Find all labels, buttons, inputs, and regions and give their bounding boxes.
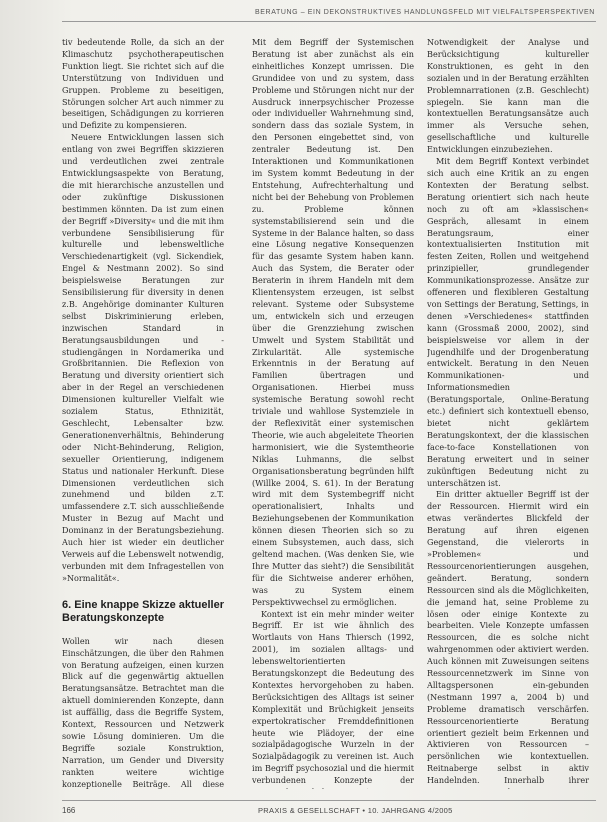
column-1-paragraph-1: tiv bedeutende Rolle, da sich an der Klimaschutz psychotherapeutischen Funktion liegt. Sie richtet sich auf die Unterstützung von Individuen und Gruppen. Probleme zu beseitigen, Störungen solcher Art auch nimmer zu beseitigen, Schädigungen zu korrieren und Defizite zu kompensieren. <box>62 37 224 131</box>
text-column-2 <box>252 37 414 789</box>
column-1-paragraph-2: Neuere Entwicklungen lassen sich entlang von zwei Begriffen skizzieren und verdeutlichen zwei zentrale Entwicklungsaspekte von Beratung, die mit hierarchische anzustellen und oder zukünftige Diskussionen bestimmen könnten. Da ist zum einen der Begriff »Diversity« und die mit ihm verbundene Sensibilisierung für kulturelle und lebensweltliche Verschiedenartigkeit (vgl. Sickendiek, Engel & Nestmann 2002). So sind beispielsweise Beratungen zur Sensibilisierung für diversity in denen z.B. Angehörige dominanter Kulturen selbst Diskriminierung erleben, inzwischen Standard in Beratungsausbildungen und -studiengängen in Nordamerika und Großbritannien. Die Reflexion von Beratung und diversity orientiert sich aber in der Regel an verschiedenen Dimensionen kultureller Vielfalt wie sozialem Status, Ethnizität, Geschlecht, Lebensalter bzw. Generationenverhältnis, Behinderung oder Nicht-Behinderung, Religion, sexueller Orientierung, indigenem Status und nationaler Herkunft. Diese Dimensionen verdeutlichen sich zunehmend und bilden z.T. umfassendere z.T. sich ausschließende Muster in Bezug auf Macht und Dominanz in der Beratungsbeziehung. Auch hier ist wieder ein deutlicher Verweis auf die Lebenswelt notwendig, verbunden mit dem Infragestellen von »Normalität«. <box>62 132 224 583</box>
section-heading: 6. Eine knappe Skizze aktueller Beratungskonzepte <box>62 598 224 624</box>
column-2-paragraph-1: Mit dem Begriff der Systemischen Beratung ist aber zunächst als ein einheitliches Konzept umrissen. Die Grundidee von und zu system, dass Probleme und Störungen nicht nur der Ausdruck innerpsychischer Prozesse oder individueller Wahrnehmung sind, sondern dass das soziale System, in den Personen eingebettet sind, von zentraler Bedeutung ist. Den Interaktionen und Kommunikationen im System kommt Bedeutung in der Entstehung, Aufrechterhaltung und nicht bei der Behebung von Problemen zu. Probleme können systemstabilisierend sein und die Systeme in der Balance halten, so dass eine Lösung negative Konsequenzen für das gesamte System haben kann. Auch das System, die Berater oder Beraterin in ihrem Handeln mit dem Klientensystem erzeugen, ist selbst relevant. Systeme oder Subsysteme um, entwickeln sich und erzeugen über die Grenzziehung zwischen Umwelt und System Stabilität und Zirkularität. Alle systemische Erkenntnis in der Beratung auf Familien übertragen und Organisationen. Hierbei muss systemische Beratung sowohl recht triviale und wahllose Systemziele in der Reflexivität einer systemischen Theorie, wie auch abgeleitete Theorien harmonisiert, wie die Systemtheorie Niklas Luhmanns, die selbst Organisationsberatung begründen hilft (Willke 2004, S. 61). In der Beratung wird mit dem Systembegriff nicht operationalisiert, Inhalts und Beziehungsebenen der Kommunikation können diesen Theorien sich so zu einem Subsystemen, auch dass, sich geltend machen. (Was denken Sie, wie Ihre Mutter das sieht?) die Sensibilität für die Sichtweise anderer erhöhen, was zu System einem Perspektivwechsel zu ermöglichen. <box>252 37 414 607</box>
text-column-3 <box>427 37 589 789</box>
column-3-paragraph-2: Mit dem Begriff Kontext verbindet sich auch eine Kritik an zu engen Kontexten der Beratung selbst. Beratung orientiert sich nach heute noch zu oft am »klassischen« Gespräch, allesamt in einem Beratungsraum, einer kontextualisierten Institution mit festen Zeiten, Rollen und weitgehend prinzipieller, grundlegender Kommunikationsprozesse. Ansätze zur offeneren und flexibleren Gestaltung von Settings der Beratung, Settings, in denen »Verschiedenes« stattfinden kann (Grossmaß 2000, 2002), sind beispielsweise vor allem in der Jugendhilfe und der Drogenberatung entwickelt. Beratung in den Neuen Kommunikationen- und Informationsmedien (Beratungsportale, Online-Beratung etc.) definiert sich kontextuell ebenso, bietet nicht geklärtem Beratungskontext, der die klassischen face-to-face Konstellationen von Beratung erweitert und in seiner zukünftigen Bedeutung nicht zu unterschätzen ist. <box>427 156 589 488</box>
column-3-paragraph-3: Ein dritter aktueller Begriff ist der der Ressourcen. Hiermit wird ein etwas verändertes Blickfeld der Beratung auf ihren eigenen Gegenstand, die vielerorts in »Problemen« und Ressourcenorientierungen ausgehen, geändert. Beratung, sondern Ressourcen sind als die Möglichkeiten, die jemand hat, seine Probleme zu lösen oder einige Kontexte zu bearbeiten. Viele Konzepte umfassen Ressourcen, die es solche nicht wahrgenommen oder aktiviert werden. Auch können mit Zuweisungen seitens Ressourcennetzwerk im Sinne von Alltagspersonen ein-gebunden (Nestmann 1997 a, 2004 b) und Probleme dramatisch verschärfen. Ressourcenorientierte Beratung orientiert gezielt beim Erkennen und Aktivieren von Ressourcen – persönlichen wie kontextuellen. Reitnaberge selbst in aktiv Handelnden. Innerhalb ihrer <box>427 489 589 786</box>
text-column-1 <box>62 37 224 789</box>
page-number: 166 <box>62 806 76 815</box>
header-rule <box>62 21 596 22</box>
journal-footer: PRAXIS & GESELLSCHAFT • 10. JAHRGANG 4/2005 <box>258 806 453 815</box>
running-head: BERATUNG – EIN DEKONSTRUKTIVES HANDLUNGSFELD MIT VIELFALTSPERSPEKTIVEN <box>255 9 595 16</box>
column-2-paragraph-2: Kontext ist ein mehr minder weiter Begriff. Er ist wie ähnlich des Wortlauts von Hans Thiersch (1992, 2001), im sozialen alltags- und lebensweltorientierten Beratungskonzept die Bedeutung des Kontextes hervorgehoben zu haben. Berücksichtigen des Alltags ist seiner Komplexität und Brüchigkeit jenseits expertokratischer Fremddefinitionen heute wie Plädoyer, der eine sozialpädagogische Wurzeln in der Sozialpädagogik zu vereinen ist. Auch im Begriff psychosozial und die hiermit verbundenen Konzepte der <box>252 608 414 786</box>
footer-rule <box>62 800 596 801</box>
column-3-paragraph-1: Notwendigkeit der Analyse und Berücksichtigung kultureller Konstruktionen, es geht in den sozialen und in der Beratung erzählten Problemnarrationen (z.B. Geschlecht) spiegeln. Sie kann man die kontextuellen Beratungsansätze auch immer als Versuche sehen, gesellschaftliche und kulturelle Entwicklungen einzubeziehen. <box>427 37 589 155</box>
column-1-paragraph-3: Wollen wir nach diesen Einschätzungen, die über den Rahmen von Beratung aufzeigen, einen kurzen Blick auf die gegenwärtig aktuellen Beratungsansätze. Betrachtet man die aktuell dominierenden Konzepte, dann ist auffällig, dass die Begriffe System, Kontext, Ressourcen und Netzwerk sowie Lösung dominieren. Um die Begriffe soziale Konstruktion, Narration, um Gender und Diversity rankten weitere wichtige konzeptionelle Beiträge. All diese <box>62 635 224 789</box>
